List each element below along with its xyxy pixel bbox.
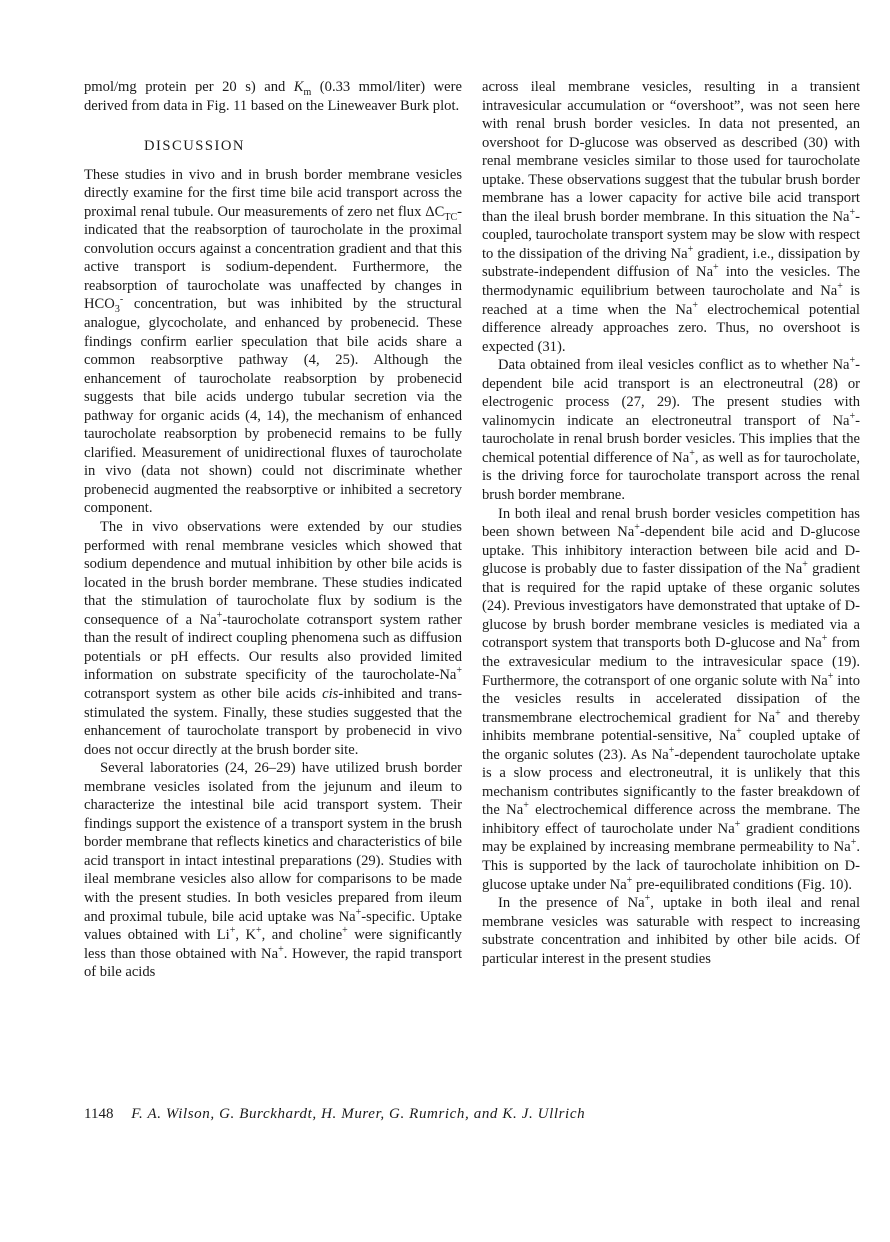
page-number: 1148 bbox=[84, 1106, 114, 1122]
section-heading-discussion: DISCUSSION bbox=[144, 138, 245, 155]
paragraph-electroneutral: Data obtained from ileal vesicles conflict as to whether Na+-dependent bile acid transport is an electroneutral (28) or electrogenic process (27, 29). The present studies with valinomycin indicate an electroneutral transport of Na+-taurocholate in renal brush border vesicles. This implies that the chemical potential difference of Na+, as well as for taurocholate, is the driving force for taurocholate transport across the renal brush border membrane. bbox=[482, 355, 860, 504]
paragraph-discussion-3: Several laboratories (24, 26–29) have utilized brush border membrane vesicles isolated from the jejunum and ileum to characterize the intestinal bile acid transport system. Their findings support the existence of a transport system in the brush border membrane that reflects kinetics and characteristics of bile acid transport in intact intestinal preparations (29). Studies with ileal membrane vesicles also allow for comparisons to be made with the present studies. In both vesicles prepared from ileum and proximal tubule, bile acid uptake was Na+-specific. Uptake values obtained with Li+, K+, and choline+ were significantly less than those obtained with Na+. However, the rapid transport of bile acids bbox=[84, 760, 463, 981]
left-column bbox=[84, 78, 462, 982]
paragraph-discussion-2: The in vivo observations were extended by our studies performed with renal membrane vesicles which showed that sodium dependence and mutual inhibition by other bile acids is located in the brush border membrane. These studies indicated that the stimulation of taurocholate flux by sodium is the consequence of a Na+-taurocholate cotransport system rather than the result of indirect coupling phenomena such as diffusion potentials or pH effects. Our results also provided limited information on substrate specificity of the taurocholate-Na+ cotransport system as other bile acids cis-inhibited and trans-stimulated the system. Finally, these studies suggested that the enhancement of taurocholate transport by probenecid in vivo does not occur directly at the brush border site. bbox=[84, 519, 463, 758]
right-column bbox=[482, 78, 860, 968]
running-authors: F. A. Wilson, G. Burckhardt, H. Murer, G. Rumrich, and K. J. Ullrich bbox=[131, 1106, 586, 1122]
paragraph-continued: pmol/mg protein per 20 s) and $K_m$ (0.33 mmol/liter) were derived from data in Fig. 11 based on the Lineweaver Burk plot. bbox=[84, 79, 462, 114]
paragraph-saturable: In the presence of Na+, uptake in both ileal and renal membrane vesicles was saturable with respect to increasing substrate concentration and inhibited by other bile acids. Of particular interest in the present studies bbox=[482, 893, 861, 967]
paragraph-overshoot: across ileal membrane vesicles, resulting in a transient intravesicular accumulation or “overshoot”, was not seen here with renal brush border vesicles. In data not presented, an overshoot for D-glucose was observed as described (30) with renal membrane vesicles similar to those used for taurocholate uptake. These observations suggest that the tubular brush border membrane has a lower capacity for active bile acid transport than the ileal brush border membrane. In this situation the Na+-coupled, taurocholate transport system may be slow with respect to the dissipation of the driving Na+ gradient, i.e., dissipation by substrate-independent diffusion of Na+ into the vesicles. The thermodynamic equilibrium between taurocholate and Na+ is reached at a time when the Na+ electrochemical potential difference already approaches zero. Thus, no overshoot is expected (31). bbox=[482, 79, 860, 355]
paragraph-competition: In both ileal and renal brush border vesicles competition has been shown between Na+-dependent bile acid and D-glucose uptake. This inhibitory interaction between bile acid and D-glucose is probably due to faster dissipation of the Na+ gradient that is required for the rapid uptake of these organic solutes (24). Previous investigators have demonstrated that uptake of D-glucose by brush border membrane vesicles is mediated via a cotransport system that transports both D-glucose and Na+ from the extravesicular medium to the intravesicular space (19). Furthermore, the cotransport of one organic solute with Na+ into the vesicles results in accelerated dissipation of the transmembrane electrochemical gradient for Na+ and thereby inhibits membrane potential-sensitive, Na+ coupled uptake of the organic solutes (23). As Na+-dependent taurocholate uptake is a slow process and electroneutral, it is unlikely that this mechanism contributes significantly to the faster breakdown of the Na+ electrochemical difference across the membrane. The inhibitory effect of taurocholate under Na+ gradient conditions may be explained by increasing membrane permeability to Na+. This is supported by the lack of taurocholate inhibition on D-glucose uptake under Na+ pre-equilibrated conditions (Fig. 10). bbox=[482, 505, 861, 893]
paragraph-discussion-1: These studies in vivo and in brush border membrane vesicles directly examine for the first time bile acid transport across the proximal renal tubule. Our measurements of zero net flux $\Delta C_{TC}-$ indicated that the reabsorption of taurocholate in the proximal convolution occurs against a concentration gradient and that this active transport is sodium-dependent. Furthermore, the reabsorption of taurocholate was unaffected by changes in $HCO_3^-$ concentration, but was inhibited by the structural analogue, glycocholate, and enhanced by probenecid. These findings confirm earlier speculation that bile acids share a common reabsorptive pathway (4, 25). Although the enhancement of taurocholate reabsorption by probenecid suggests that bile acids undergo tubular secretion via the pathway for organic acids (4, 14), the mechanism of enhanced taurocholate reabsorption by probenecid remains to be fully clarified. Measurement of unidirectional fluxes of taurocholate in vivo (data not shown) could not discriminate whether probenecid augmented the reabsorptive or inhibited a secretory component. bbox=[84, 166, 462, 517]
page-footer bbox=[84, 1106, 874, 1123]
